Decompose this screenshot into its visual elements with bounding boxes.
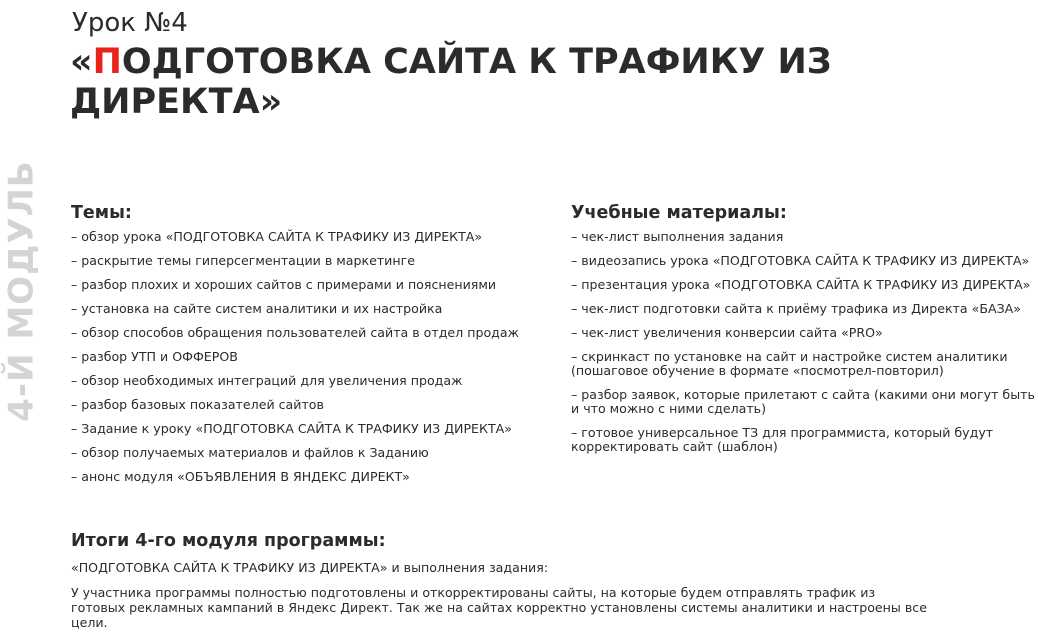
lesson-title bbox=[70, 42, 970, 122]
list-item: – готовое универсальное ТЗ для программиста, который будут корректировать сайт (шаблон) bbox=[571, 425, 994, 454]
list-item: – обзор необходимых интеграций для увеличения продаж bbox=[71, 373, 463, 388]
summary-heading: Итоги 4-го модуля программы: bbox=[71, 531, 386, 551]
list-item: – чек-лист выполнения задания bbox=[571, 229, 784, 244]
list-item: – анонс модуля «ОБЪЯВЛЕНИЯ В ЯНДЕКС ДИРЕКТ» bbox=[71, 469, 410, 484]
list-item: – скринкаст по установке на сайт и настройке систем аналитики (пошаговое обучение в формате «посмотрел-повторил) bbox=[571, 349, 1008, 378]
summary-intro: «ПОДГОТОВКА САЙТА К ТРАФИКУ ИЗ ДИРЕКТА» и выполнения задания: bbox=[71, 560, 549, 575]
list-item: – чек-лист увеличения конверсии сайта «PRO» bbox=[571, 325, 883, 340]
list-item: – раскрытие темы гиперсегментации в маркетинге bbox=[71, 253, 415, 268]
list-item: – разбор плохих и хороших сайтов с примерами и пояснениями bbox=[71, 277, 497, 292]
lesson-title-rest: ОДГОТОВКА САЙТА К ТРАФИКУ ИЗ ДИРЕКТА» bbox=[70, 42, 832, 122]
lesson-title-accent-letter: П bbox=[92, 42, 122, 82]
topics-section bbox=[71, 202, 551, 494]
list-item: – разбор заявок, которые прилетают с сайта (какими они могут быть и что можно с ними сделать) bbox=[571, 387, 1035, 416]
list-item: – чек-лист подготовки сайта к приёму трафика из Директа «БАЗА» bbox=[571, 301, 1021, 316]
summary-section bbox=[71, 530, 931, 640]
lesson-title-open-quote: « bbox=[70, 42, 93, 82]
list-item: – презентация урока «ПОДГОТОВКА САЙТА К ТРАФИКУ ИЗ ДИРЕКТА» bbox=[571, 277, 1031, 292]
summary-body: У участника программы полностью подготовлены и откорректированы сайты, на которые будем отправлять трафик из готовых рекламных кампаний в Яндекс Директ. Так же на сайтах корректно установлены системы аналитики и настроены все цели. bbox=[71, 585, 927, 630]
list-item: – разбор УТП и ОФФЕРОВ bbox=[71, 349, 238, 364]
list-item: – установка на сайте систем аналитики и их настройка bbox=[71, 301, 443, 316]
topics-list bbox=[71, 230, 551, 484]
list-item: – обзор способов обращения пользователей сайта в отдел продаж bbox=[71, 325, 519, 340]
lesson-number: Урок №4 bbox=[72, 8, 188, 38]
list-item: – видеозапись урока «ПОДГОТОВКА САЙТА К ТРАФИКУ ИЗ ДИРЕКТА» bbox=[571, 253, 1030, 268]
list-item: – разбор базовых показателей сайтов bbox=[71, 397, 324, 412]
materials-heading: Учебные материалы: bbox=[571, 203, 787, 223]
materials-section bbox=[571, 202, 1036, 464]
topics-heading: Темы: bbox=[71, 203, 132, 223]
list-item: – обзор урока «ПОДГОТОВКА САЙТА К ТРАФИКУ ИЗ ДИРЕКТА» bbox=[71, 229, 483, 244]
module-side-label bbox=[2, 160, 43, 422]
module-side-label-text: 4-Й МОДУЛЬ bbox=[2, 160, 43, 422]
materials-list bbox=[571, 230, 1036, 454]
list-item: – Задание к уроку «ПОДГОТОВКА САЙТА К ТРАФИКУ ИЗ ДИРЕКТА» bbox=[71, 421, 512, 436]
list-item: – обзор получаемых материалов и файлов к Заданию bbox=[71, 445, 429, 460]
